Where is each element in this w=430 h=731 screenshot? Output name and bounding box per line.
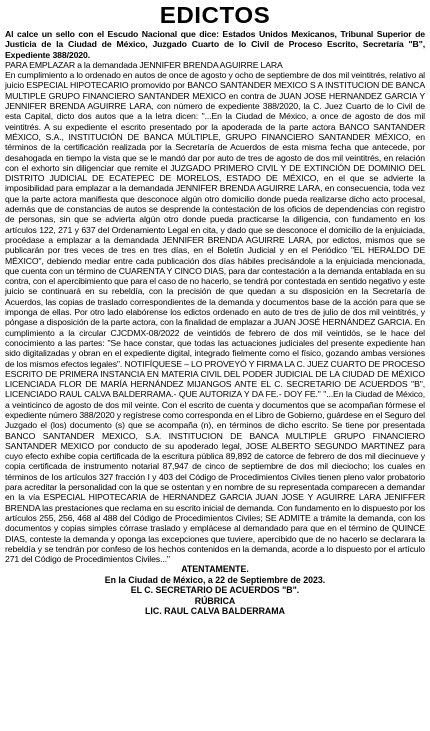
closing-attentive: ATENTAMENTE. (181, 564, 249, 575)
closing-role: EL C. SECRETARIO DE ACUERDOS "B". (130, 585, 300, 596)
closing-date: En la Ciudad de México, a 22 de Septiembre de 2023. (104, 574, 326, 585)
body-paragraph: En cumplimiento a lo ordenado en autos de once de agosto y ocho de septiembre de dos mil veintitrés, relativo al juicio ESPECIAL HIPOTECARIO promovido por BANCO SANTANDER MEXICO S A INSTITUCION DE BANCA MULTIPLE GRUPO FINANCIERO SANTANDER MEXICO en contra de JUAN JOSE HERNANDEZ GARCIA Y JENNIFER BRENDA AGUIRRE LARA, con número de expediente 388/2020, la C. Juez Cuarto de lo Civil de esta Capital, dicto dos autos que a la letra dicen: "...En la Ciudad de México, a once de agosto de dos mil veintitrés. A su expediente el escrito presentado por la apoderada de la parte actora BANCO SANTANDER MÉXICO, S.A., INSTITUCIÓN DE BANCA MÚLTIPLE, GRUPO FINANCIERO SANTANDER MÉXICO, en términos de la certificación realizada por la Secretaría de Acuerdos de esta misma fecha que antecede, por desahogada en tiempo la vista que se le mandó dar por auto de tres de agosto de dos mil veintitrés, en relación con el exhorto sin diligenciar que remite el JUZGADO PRIMERO CIVIL Y DE EXTINCIÓN DE DOMINIO DEL DISTRITO JUDICIAL DE ECATEPEC DE MORELOS, ESTADO DE MÉXICO, en el que se advierte la imposibilidad para emplazar a la demandada JENNIFER BRENDA AGUIRRE LARA, en consecuencia, toda vez que la parte actora manifiesta que desconoce algún otro domicilio donde pueda realizarse dicho acto procesal, además que de constancias de autos se desprende la contestación de los oficios de dependencias con registro de personas, sin que se advierta algún otro donde pueda practicarse la diligencia, con fundamento en los artículos 122, 271 y 637 del Ordenamiento Legal en cita, y dado que se desconoce el domicilio de la enjuiciada, procédase a emplazar a la demandada JENNIFER BRENDA AGUIRRE LARA, por edictos, mismos que se publicarán por tres veces de tres en tres días, en el Boletín Judicial y en el Periódico "EL HERALDO DE MÉXICO", debiendo mediar entre cada publicación dos días hábiles precisándole a la enjuiciada mencionada, que cuenta con un término de CUARENTA Y CINCO DIAS, para dar contestación a la demanda entablada en su contra, con el apercibimiento que para el caso de no hacerlo, se tendrá por contestada en sentido negativo y este juicio se continuará en su rebeldía, con la precisión de que quedan a su disposición en la Secretaría de Acuerdos, las copias de traslado correspondientes de la demanda y documentos base de la acción para que se imponga de ellas. Por otro lado elabórense los edictos ordenado en auto de tres de julio de dos mil veintitrés, y póngase a disposición de la parte actora, con la finalidad de emplazar a JUAN JOSÉ HERNÁNDEZ GARCIA. En cumplimiento a la circular CJCDMX-08/2022 de veintidós de febrero de dos mil veintidós, se le hace del conocimiento a las partes: "Se hace constar, que todas las actuaciones judiciales del presente expediente han sido digitalizadas y obran en el expediente digital, integrado fielmente como el físico, gozando ambas versiones de los mismos efectos legales". NOTIFÍQUESE – LO PROVEYÓ Y FIRMA LA C. JUEZ CUARTO DE PROCESO ESCRITO DE PRIMERA INSTANCIA EN MATERIA CIVIL DEL PODER JUDICIAL DE LA CIUDAD DE MÉXICO LICENCIADA FLOR DE MARÍA HERNÁNDEZ MIJANGOS ANTE EL C. SECRETARIO DE ACUERDOS "B", LICENCIADO RAUL CALVA BALDERRAMA.- QUE AUTORIZA Y DA FE.- DOY FE." "...En la Ciudad de México, a veinticinco de agosto de dos mil veinte. Con el escrito de cuenta y documentos que se acompañan fórmese el expediente número 388/2020 y regístrese como corresponda en el Libro de Gobierno, guárdese en el Seguro del Juzgado el (los) documento (s) que se acompaña (n), en términos de dicho escrito. Se tiene por presentada BANCO SANTANDER MEXICO, S.A. INSTITUCION DE BANCA MULTIPLE GRUPO FINANCIERO SANTANDER MEXICO por conducto de su apoderado legal, JOSE ALBERTO SEGUNDO MARTINEZ para cuyo efecto exhibe copia certificada de la escritura pública 89,892 de catorce de febrero de dos mil diecinueve y copia certificada de instrumento notarial 87,947 de cinco de septiembre de dos mil dieciocho; los cuales en términos de los artículos 327 fracción I y 403 del Código de Procedimientos Civiles tienen pleno valor probatorio para acreditar la personalidad con la que se ostentan y en nombre de su representada comparecen a demandar en la vía ESPECIAL HIPOTECARIA de HERNANDEZ GARCIA JUAN JOSE Y AGUIRRE LARA JENIFFER BRENDA las prestaciones que reclama en su escrito inicial de demanda. Con fundamento en lo dispuesto por los artículos 255, 256, 468 al 488 del Código de Procedimientos Civiles; SE ADMITE a trámite la demanda, con los documentos y copias simples córrase traslado y emplácese al demandado para que en el término de QUINCE DIAS, conteste la demanda y oponga las excepciones que tuviere, apercibido que de no hacerlo se declarara la rebeldía y se tendrán por confeso de los hechos contenidos en la demanda, acorde a lo dispuesto por el artículo 271 del Código de Procedimientos Civiles..." (5, 70, 425, 565)
notice-heading: Al calce un sello con el Escudo Nacional que dice: Estados Unidos Mexicanos, Tribunal Superior de Justicia de la Ciudad de México, Juzgado Cuarto de lo Civil de Proceso Escrito, Secretaría "B", Expediente 388/2020. (5, 29, 425, 60)
closing-signer: LIC. RAUL CALVA BALDERRAMA (145, 606, 285, 617)
closing-rubric: RÚBRICA (194, 595, 236, 606)
notice-title: EDICTOS (159, 2, 271, 28)
notice-body (5, 60, 425, 565)
addressee-line: PARA EMPLAZAR a la demandada JENNIFER BRENDA AGUIRRE LARA (5, 59, 283, 70)
